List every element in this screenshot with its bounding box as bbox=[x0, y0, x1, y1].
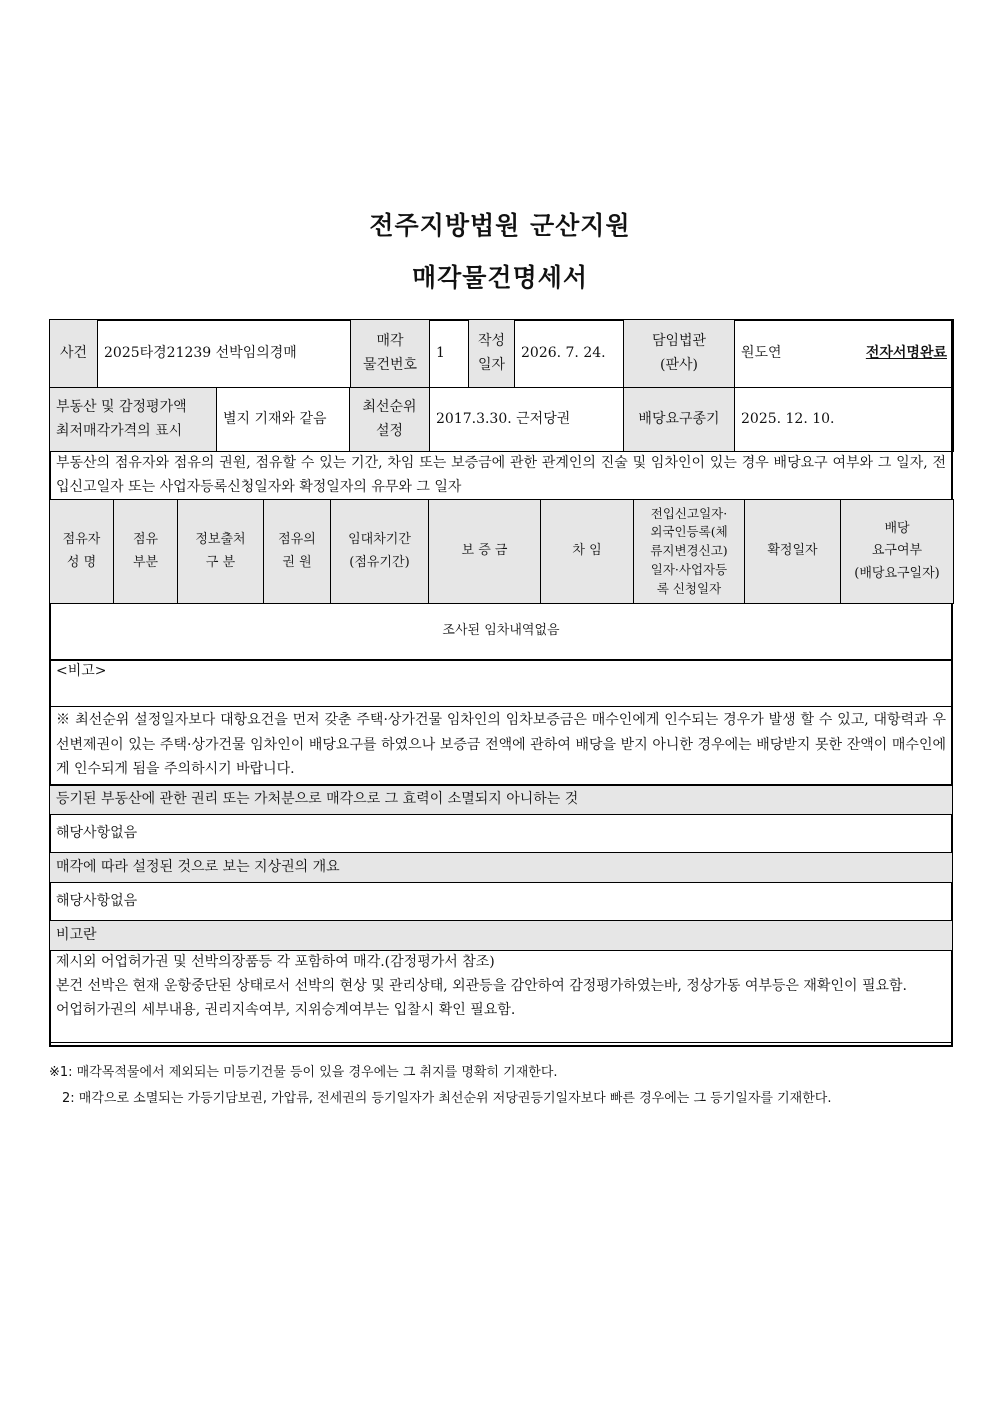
occupancy-note: 부동산의 점유자와 점유의 권원, 점유할 수 있는 기간, 차임 또는 보증금에 관한 관계인의 진술 및 임차인이 있는 경우 배당요구 여부와 그 일자, 전입신고일자 또는 사업자등록신청일자와 확정일자의 유무와 그 일자 bbox=[50, 452, 953, 500]
registered-rights-label: 등기된 부동산에 관한 권리 또는 가처분으로 매각으로 그 효력이 소멸되지 아니하는 것 bbox=[50, 785, 953, 815]
superficies-value: 해당사항없음 bbox=[50, 883, 953, 921]
col-dividend-request: 배당 요구여부 (배당요구일자) bbox=[841, 500, 954, 604]
superficies-label: 매각에 따라 설정된 것으로 보는 지상권의 개요 bbox=[50, 853, 953, 883]
col-info-source: 정보출처 구 분 bbox=[178, 500, 264, 604]
remarks-table bbox=[49, 659, 953, 785]
lease-result-table bbox=[49, 603, 953, 660]
header-table bbox=[49, 319, 954, 388]
footnotes bbox=[49, 1060, 969, 1112]
col-deposit: 보 증 금 bbox=[429, 500, 541, 604]
judge-name: 원도연 bbox=[741, 344, 782, 361]
statement-form bbox=[49, 319, 953, 1043]
case-value: 2025타경21239 선박임의경매 bbox=[98, 320, 351, 388]
item-no-label: 매각 물건번호 bbox=[351, 320, 430, 388]
warning-text: ※ 최선순위 설정일자보다 대항요건을 먼저 갖춘 주택·상가건물 임차인의 임차보증금은 매수인에게 인수되는 경우가 발생 할 수 있고, 대항력과 우선변제권이 있는 주택·상가건물 임차인이 배당요구를 하였으나 보증금 전액에 관하여 배당을 받지 아니한 경우에는 배당받지 못한 잔액이 매수인에게 인수되게 됨을 주의하시기 바랍니다. bbox=[50, 706, 953, 784]
deadline-value: 2025. 12. 10. bbox=[735, 388, 954, 452]
court-name: 전주지방법원 군산지원 bbox=[369, 211, 631, 240]
col-occupant-name: 점유자 성 명 bbox=[50, 500, 114, 604]
deadline-label: 배당요구종기 bbox=[624, 388, 735, 452]
e-signature-status: 전자서명완료 bbox=[865, 344, 947, 361]
case-label: 사건 bbox=[50, 320, 98, 388]
remarks2-line: 어업허가권의 세부내용, 권리지속여부, 지위승계여부는 입찰시 확인 필요함. bbox=[56, 1001, 516, 1018]
occupancy-table bbox=[49, 451, 953, 500]
price-table bbox=[49, 387, 954, 452]
footnote-1: ※1: 매각목적물에서 제외되는 미등기건물 등이 있을 경우에는 그 취지를 명확히 기재한다. bbox=[49, 1065, 558, 1080]
rights-table bbox=[49, 784, 953, 1044]
col-occupied-part: 점유 부분 bbox=[114, 500, 178, 604]
written-date-label: 작성 일자 bbox=[469, 320, 515, 388]
judge-cell bbox=[735, 320, 954, 388]
col-lease-period: 임대차기간 (점유기간) bbox=[331, 500, 429, 604]
judge-label: 담임법관 (판사) bbox=[624, 320, 735, 388]
col-rent: 차 임 bbox=[541, 500, 634, 604]
document-title: 매각물건명세서 bbox=[411, 263, 589, 292]
remarks2-line: 제시외 어업허가권 및 선박의장품등 각 포함하여 매각.(감정평가서 참조) bbox=[56, 954, 495, 970]
price-label: 부동산 및 감정평가액 최저매각가격의 표시 bbox=[50, 388, 217, 452]
remarks2-label: 비고란 bbox=[50, 921, 953, 951]
remarks2-content bbox=[50, 951, 953, 1043]
no-lease-text: 조사된 임차내역없음 bbox=[50, 604, 953, 660]
price-value: 별지 기재와 같음 bbox=[217, 388, 350, 452]
col-move-in-date: 전입신고일자· 외국인등록(체 류지변경신고) 일자·사업자등 록 신청일자 bbox=[634, 500, 745, 604]
registered-rights-value: 해당사항없음 bbox=[50, 815, 953, 853]
col-occupancy-right: 점유의 권 원 bbox=[264, 500, 331, 604]
col-fixed-date: 확정일자 bbox=[745, 500, 841, 604]
remarks-label: <비고> bbox=[50, 660, 953, 706]
remarks2-line: 본건 선박은 현재 운항중단된 상태로서 선박의 현상 및 관리상태, 외관등을 감안하여 감정평가하였는바, 정상가동 여부등은 재확인이 필요함. bbox=[56, 977, 907, 994]
priority-value: 2017.3.30. 근저당권 bbox=[430, 388, 624, 452]
priority-label: 최선순위 설정 bbox=[350, 388, 430, 452]
footnote-2: 2: 매각으로 소멸되는 가등기담보권, 가압류, 전세권의 등기일자가 최선순위 저당권등기일자보다 빠른 경우에는 그 등기일자를 기재한다. bbox=[62, 1091, 832, 1106]
lease-columns-table bbox=[49, 499, 954, 604]
written-date-value: 2026. 7. 24. bbox=[515, 320, 624, 388]
item-no-value: 1 bbox=[430, 320, 469, 388]
